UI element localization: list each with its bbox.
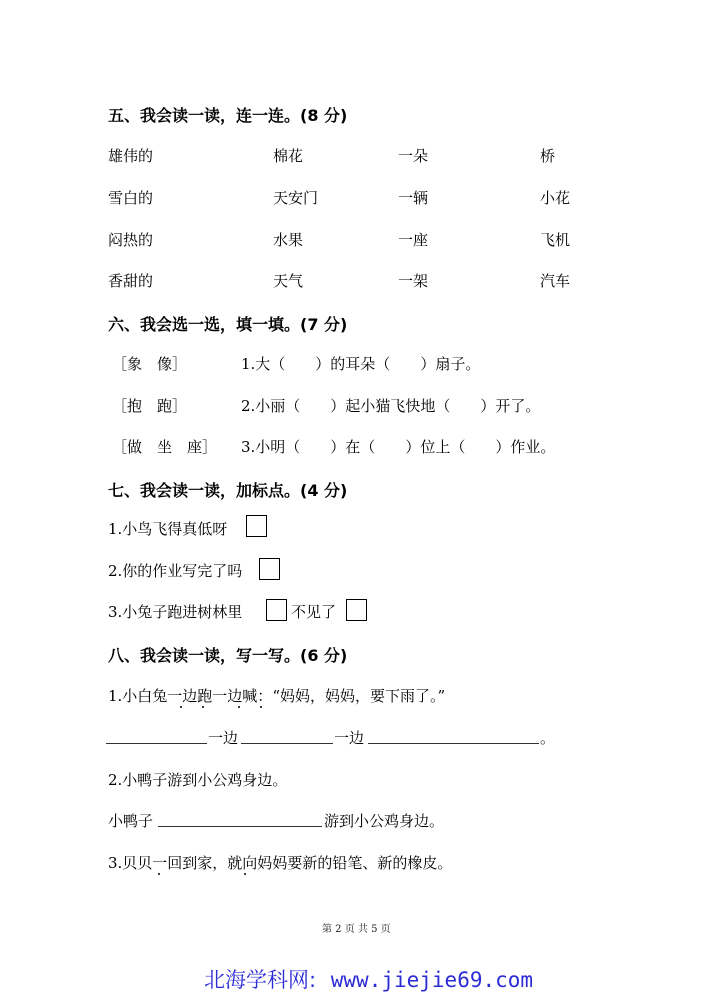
s8-q2-blank[interactable] xyxy=(158,826,322,827)
s7-q3-answer-box-2[interactable] xyxy=(346,599,367,621)
s6-choice-2: ［抱 跑］ xyxy=(112,397,188,415)
section7-heading: 七、我会读一读，加标点。(4 分) xyxy=(108,481,348,500)
s5-r3-c1: 闷热的 xyxy=(108,231,154,249)
s6-choice-3: ［做 坐 座］ xyxy=(112,438,218,456)
section6-heading: 六、我会选一选，填一填。(7 分) xyxy=(108,315,348,334)
s8-q2-end: 游到小公鸡身边。 xyxy=(324,812,445,830)
watermark-url[interactable]: www.jiejie69.com xyxy=(330,968,534,992)
s7-q3-part2: 不见了 xyxy=(291,603,337,621)
s8-q1-blank-2[interactable] xyxy=(241,743,333,744)
s6-sentence-2: 2.小丽（ ）起小猫飞快地（ ）开了。 xyxy=(241,397,541,415)
section8-heading: 八、我会读一读，写一写。(6 分) xyxy=(108,646,348,665)
emphasis-dot xyxy=(158,873,160,875)
s7-q2-answer-box[interactable] xyxy=(259,558,280,580)
s7-q3-answer-box-1[interactable] xyxy=(266,599,287,621)
s8-q1-word-2: 一边 xyxy=(334,729,365,747)
section5-heading: 五、我会读一读，连一连。(8 分) xyxy=(108,106,348,125)
s8-q3: 3.贝贝一回到家，就向妈妈要新的铅笔、新的橡皮。 xyxy=(108,854,453,872)
s5-r4-c3: 一架 xyxy=(398,272,429,290)
emphasis-dot xyxy=(260,706,262,708)
s5-r2-c2: 天安门 xyxy=(273,189,319,207)
s5-r1-c3: 一朵 xyxy=(398,147,429,165)
emphasis-dot xyxy=(202,706,204,708)
s7-q2: 2.你的作业写完了吗 xyxy=(108,562,243,580)
s7-q1: 1.小鸟飞得真低呀 xyxy=(108,520,228,538)
s8-q1: 1.小白兔一边跑一边喊：“妈妈，妈妈，要下雨了。” xyxy=(108,687,446,705)
s5-r3-c4: 飞机 xyxy=(540,231,571,249)
s7-q3-part1: 3.小兔子跑进树林里 xyxy=(108,603,243,621)
s5-r3-c3: 一座 xyxy=(398,231,429,249)
watermark-cn: 北海学科网: xyxy=(204,968,317,992)
s6-choice-1: ［象 像］ xyxy=(112,355,188,373)
emphasis-dot xyxy=(180,706,182,708)
s6-sentence-1: 1.大（ ）的耳朵（ ）扇子。 xyxy=(241,355,481,373)
emphasis-dot xyxy=(238,706,240,708)
s5-r1-c1: 雄伟的 xyxy=(108,147,154,165)
s5-r3-c2: 水果 xyxy=(273,231,304,249)
s8-q2-start: 小鸭子 xyxy=(108,812,154,830)
s5-r1-c2: 棉花 xyxy=(273,147,304,165)
s8-q1-blank-3[interactable] xyxy=(368,743,539,744)
s5-r2-c3: 一辆 xyxy=(398,189,429,207)
s7-q1-answer-box[interactable] xyxy=(246,515,267,537)
emphasis-dot xyxy=(244,873,246,875)
s8-q1-word-1: 一边 xyxy=(208,729,239,747)
s6-sentence-3: 3.小明（ ）在（ ）位上（ ）作业。 xyxy=(241,438,556,456)
s5-r2-c4: 小花 xyxy=(540,189,571,207)
page-number: 第 2 页 共 5 页 xyxy=(322,924,391,935)
s5-r2-c1: 雪白的 xyxy=(108,189,154,207)
s5-r4-c1: 香甜的 xyxy=(108,272,154,290)
s8-q1-blank-1[interactable] xyxy=(106,743,207,744)
site-watermark xyxy=(204,964,533,994)
s5-r1-c4: 桥 xyxy=(540,147,556,165)
s8-q2: 2.小鸭子游到小公鸡身边。 xyxy=(108,771,288,789)
s8-q1-period: 。 xyxy=(540,729,556,747)
s5-r4-c2: 天气 xyxy=(273,272,304,290)
s5-r4-c4: 汽车 xyxy=(540,272,571,290)
